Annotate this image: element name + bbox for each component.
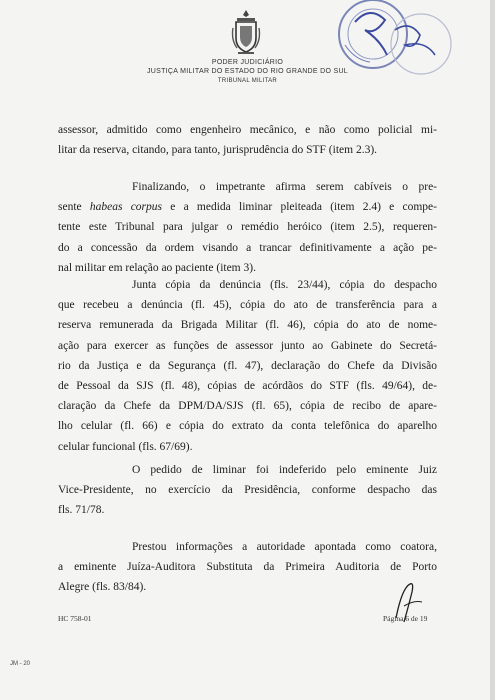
text-line: Prestou informações a autoridade apontada como coatora, <box>132 541 437 553</box>
text-line: claração da Chefe da DPM/DA/SJS (fl. 65), cópia de recibo de apare- <box>58 400 437 413</box>
text-line: rio da Justiça e da Segurança (fl. 47), declaração do Chefe da Divisão <box>58 359 437 372</box>
paragraph-2 <box>58 177 437 278</box>
paragraph-3 <box>58 275 437 457</box>
page-number: Página 6 de 19 <box>383 614 428 623</box>
header-line-2: JUSTIÇA MILITAR DO ESTADO DO RIO GRANDE DO SUL <box>146 68 348 75</box>
paragraph-4 <box>58 460 437 521</box>
text-line: sente habeas corpus e a medida liminar pleiteada (item 2.4) e compe- <box>58 201 437 214</box>
text-line: celular funcional (fls. 67/69). <box>58 440 193 453</box>
header-line-3: TRIBUNAL MILITAR <box>217 78 278 84</box>
case-reference: HC 758-01 <box>58 614 92 623</box>
text-line: nal militar em relação ao paciente (item 3). <box>58 261 256 274</box>
margin-code: JM - 20 <box>10 661 31 667</box>
text-line: a eminente Juíza-Auditora Substituta da Primeira Auditoria de Porto <box>58 561 437 574</box>
text-line-habeas <box>58 197 437 217</box>
paragraph-5 <box>58 537 437 598</box>
text-line: fls. 71/78. <box>58 504 105 517</box>
italic-term: habeas corpus <box>89 201 162 214</box>
text-line: de Pessoal da SJS (fl. 48), cópias de acórdãos do STF (fls. 49/64), de- <box>58 380 437 393</box>
text-line: Alegre (fls. 83/84). <box>58 581 147 594</box>
text-line: Vice-Presidente, no exercício da Presidência, conforme despacho das <box>58 484 437 497</box>
paragraph-1 <box>58 120 437 160</box>
text-line: O pedido de liminar foi indeferido pelo eminente Juiz <box>132 464 437 476</box>
scan-edge <box>490 0 495 700</box>
header-line-1: PODER JUDICIÁRIO <box>211 59 284 66</box>
text-line: Finalizando, o impetrante afirma serem cabíveis o pre- <box>132 181 437 193</box>
text-line: ação para exercer as funções de assessor junto ao Gabinete do Secretá- <box>58 339 437 352</box>
text-line: do a concessão da ordem visando a trancar definitivamente a ação pe- <box>58 241 437 254</box>
coat-of-arms-icon <box>231 8 261 56</box>
text-line: que recebeu a denúncia (fl. 45), cópia do ato de transferência para a <box>58 299 437 312</box>
signature-icon <box>388 578 438 626</box>
official-stamp-icon <box>325 0 455 82</box>
text-line: reserva remunerada da Brigada Militar (fl. 46), cópia do ato de nome- <box>58 319 437 332</box>
text-line: Junta cópia da denúncia (fls. 23/44), cópia do despacho <box>132 279 437 291</box>
text-line: assessor, admitido como engenheiro mecânico, e não como policial mi- <box>58 124 437 136</box>
text-line: tente este Tribunal para julgar o remédio heróico (item 2.5), requeren- <box>58 221 437 234</box>
text-line: lho celular (fl. 66) e cópia do extrato da conta telefônica do aparelho <box>58 420 437 433</box>
text-line: litar da reserva, citando, para tanto, jurisprudência do STF (item 2.3). <box>58 144 378 157</box>
